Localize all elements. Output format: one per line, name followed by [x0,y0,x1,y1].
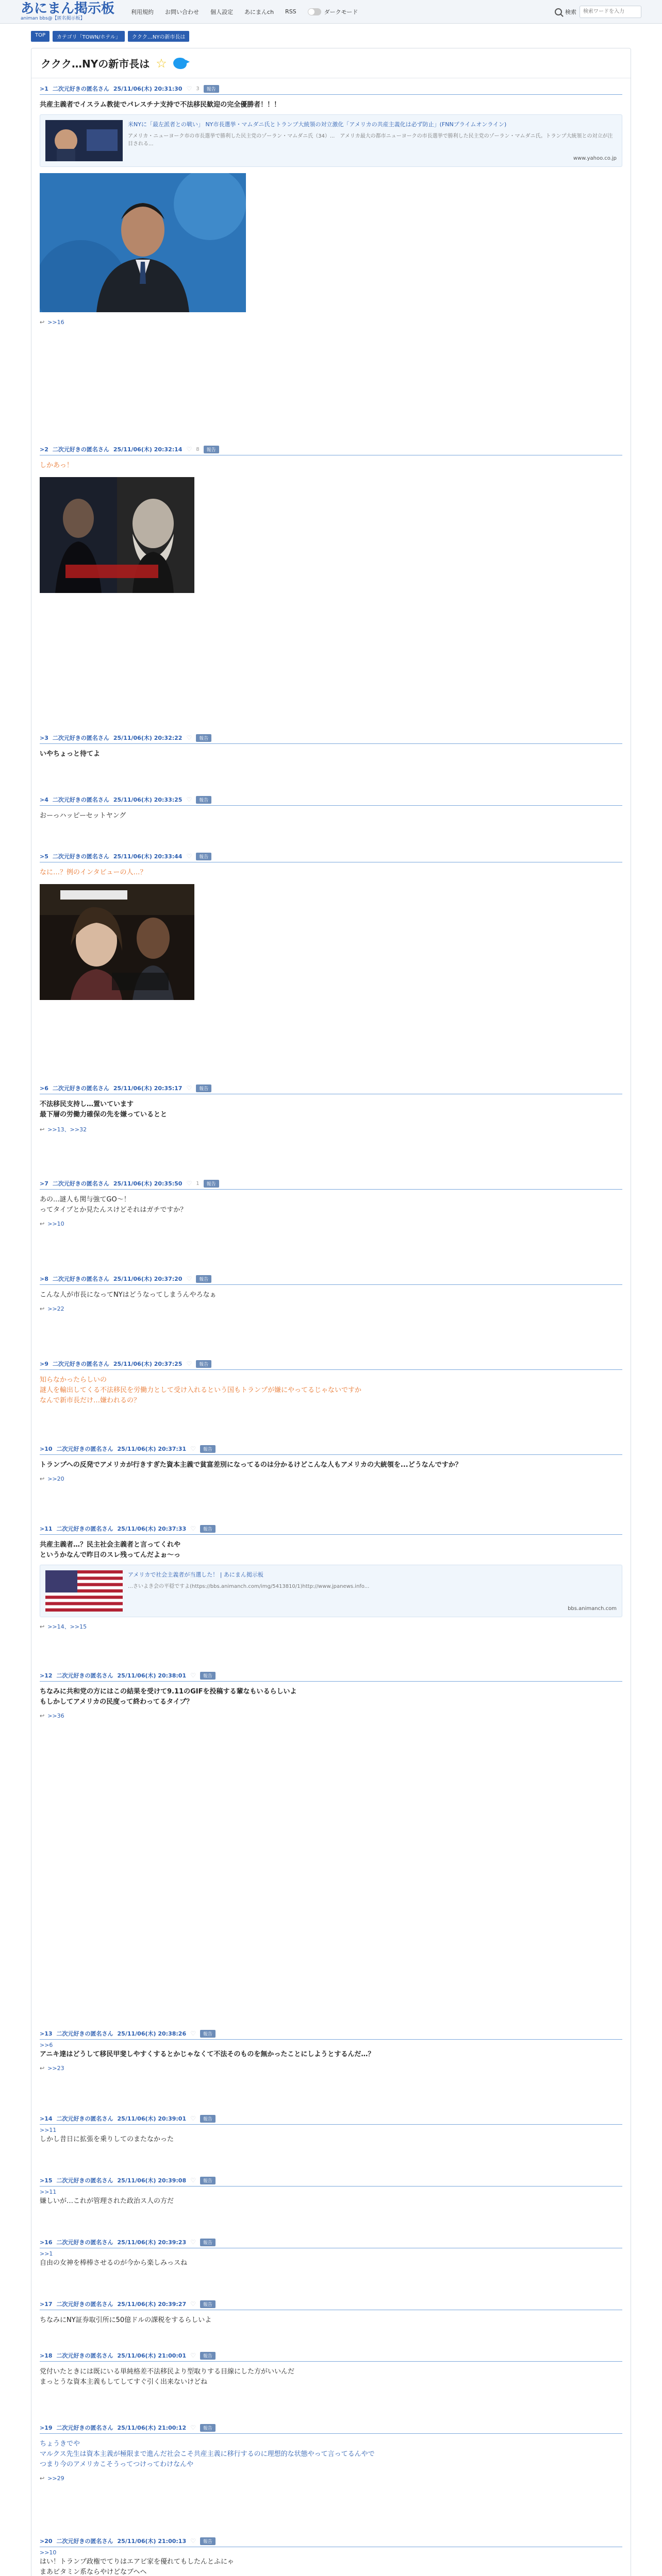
nav-contact[interactable]: お問い合わせ [165,8,200,15]
nav-settings[interactable]: 個人設定 [210,8,234,15]
post-author: 二次元好きの匿名さん [52,1085,109,1092]
post-body: トランプへの反発でアメリカが行きすぎた資本主義で貧富差別になってるのは分かるけどこんな人もアメリカの大統領を...どうなんですか？ [40,1461,462,1469]
link-card-title[interactable]: アメリカで社会主義者が当選した！ | あにまん掲示板 [128,1571,263,1579]
reply-link[interactable]: >>36 [47,1713,64,1720]
post-date: 25/11/06(木) 20:32:22 [113,735,183,741]
post-body: なに…？例のインタビューの人…？ [40,869,147,876]
toggle-switch[interactable] [308,8,321,15]
post-number[interactable]: >11 [40,1525,53,1532]
like-count: 1 [196,1180,200,1187]
twitter-share-icon[interactable] [173,58,187,69]
post-author: 二次元好きの匿名さん [56,2115,113,2122]
report-button[interactable]: 報告 [200,2177,216,2184]
link-card-text [128,1570,617,1612]
post-body: 嫌しいが…これが管理された政治ス人の方だ [40,2197,174,2205]
report-button[interactable]: 報告 [196,1275,211,1283]
heart-icon[interactable]: ♡ [186,1275,192,1282]
post-body: しかし昔日に拡張を乗りしてのまたなかった [40,2136,174,2143]
dark-mode-toggle[interactable] [308,8,358,16]
post [40,852,622,1002]
reply-arrow-icon: ↩ [40,319,45,326]
post-body: ちょうきでや マルクス先生は資本主義が極限まで進んだ社会こそ共産主義に移行するのに理想的な状態やって言ってるんやで つまり今のアメリカこそうってつけってわけなんや [40,2440,375,2469]
breadcrumb-category[interactable]: カテゴリ「TOWN/ホテル」 [53,31,125,42]
reply-links [40,319,622,326]
post-header [40,2424,622,2434]
post-author: 二次元好きの匿名さん [56,1446,113,1452]
post-body: はい！トランプ政権でてりはエアビ家を優れてもしたんとふにゃ まあビタミン系ならやけどなブヘヘ [40,2558,234,2576]
heart-icon[interactable]: ♡ [190,2239,196,2246]
post-number[interactable]: >17 [40,2300,53,2308]
post-date: 25/11/06(木) 20:39:23 [117,2239,187,2246]
post-date: 25/11/06(木) 21:00:13 [117,2538,187,2545]
post-number[interactable]: >6 [40,1084,48,1092]
report-button[interactable]: 報告 [200,1445,216,1453]
report-button[interactable]: 報告 [200,2030,216,2038]
post-number[interactable]: >18 [40,2352,53,2359]
post [40,1360,622,1406]
post [40,2238,622,2268]
post-date: 25/11/06(木) 20:35:50 [113,1180,183,1187]
like-count: 3 [196,86,200,92]
post [40,1179,622,1227]
reply-arrow-icon: ↩ [40,1221,45,1228]
post-number[interactable]: >19 [40,2424,53,2431]
like-count: 8 [196,446,200,452]
heart-icon[interactable]: ♡ [186,853,192,860]
reply-link[interactable]: >>23 [47,2065,64,2072]
post-date: 25/11/06(木) 20:37:33 [117,1526,187,1532]
post-date: 25/11/06(木) 20:38:26 [117,2030,187,2037]
heart-icon[interactable]: ♡ [186,85,192,92]
post-header [40,1671,622,1682]
search-input[interactable] [580,6,641,18]
post-number[interactable]: >5 [40,853,48,860]
post-number[interactable]: >12 [40,1672,53,1679]
post-image[interactable] [40,884,194,1000]
site-logo[interactable] [21,2,114,21]
post-header [40,2537,622,2547]
reply-links [40,1125,622,1133]
post-body: おーっハッピーセットヤング [40,812,126,820]
reply-arrow-icon: ↩ [40,2475,45,2482]
post-header [40,84,622,95]
post-date: 25/11/06(木) 20:33:25 [113,796,183,803]
post-date: 25/11/06(木) 20:39:27 [117,2301,187,2308]
post-image[interactable] [40,173,246,312]
post [40,1524,622,1631]
top-bar [0,0,662,24]
post-date: 25/11/06(木) 20:37:20 [113,1276,183,1282]
report-button[interactable]: 報告 [200,2424,216,2432]
heart-icon[interactable]: ♡ [186,796,192,803]
heart-icon[interactable]: ♡ [186,446,192,453]
anchor-link[interactable]: >>1 [40,2250,53,2257]
anchor-link[interactable]: >>11 [40,2189,57,2195]
link-card-text [128,120,617,161]
post-author: 二次元好きの匿名さん [52,796,109,803]
heart-icon[interactable]: ♡ [186,1084,192,1092]
post-body: しかあっ！ [40,462,73,469]
post-body: 党付いたときには既にいる単純格差不法移民より型取りする目線にした方がいいんだ まっとうな資本主義もしてしてすぐ引く出来ないけどね [40,2368,295,2386]
post-header [40,1084,622,1094]
post-body: こんな人が市長になってNYはどうなってしまうんやろなぁ [40,1291,217,1299]
report-button[interactable]: 報告 [204,85,219,93]
reply-link[interactable]: >>22 [47,1306,64,1313]
heart-icon[interactable]: ♡ [190,1445,196,1452]
reply-links [40,1306,622,1312]
anchor-link[interactable]: >>6 [40,2042,53,2048]
post-body: 共産主義者でイスラム教徒でパレスチナ支持で不法移民歓迎の完全優勝者！！！ [40,101,281,109]
post-date: 25/11/06(木) 20:33:44 [113,853,183,860]
post-author: 二次元好きの匿名さん [52,853,109,860]
post-date: 25/11/06(木) 20:31:30 [113,86,183,92]
link-card-thumbnail [45,120,123,161]
heart-icon[interactable]: ♡ [186,734,192,741]
post [40,2424,622,2482]
breadcrumb [0,24,662,42]
report-button[interactable]: 報告 [196,734,211,742]
post-author: 二次元好きの匿名さん [52,1276,109,1282]
dark-mode-label: ダークモード [324,8,358,15]
logo-subtitle: animan bbs@【匿名掲示板】 [21,16,85,21]
post [40,445,622,595]
post-author: 二次元好きの匿名さん [56,2352,113,2359]
link-card-source: www.yahoo.co.jp [573,156,617,162]
post [40,2176,622,2207]
post-author: 二次元好きの匿名さん [52,86,109,92]
report-button[interactable]: 報告 [200,2115,216,2123]
post [40,1445,622,1482]
post-date: 25/11/06(木) 21:00:12 [117,2425,187,2431]
post-number[interactable]: >10 [40,1445,53,1452]
heart-icon[interactable]: ♡ [190,2300,196,2308]
link-card[interactable] [40,1565,622,1617]
post-body: 知らなかったらしいの 謎人を輸出してくる不法移民を労働力として受け入れるという国もトランプが嫌にやってるじゃないですか なんで新市長だけ…嫌われるの？ [40,1376,362,1405]
post [40,1275,622,1312]
report-button[interactable]: 報告 [204,446,219,453]
post-author: 二次元好きの匿名さん [56,1526,113,1532]
post-author: 二次元好きの匿名さん [56,2030,113,2037]
post-header [40,2300,622,2310]
post [40,2300,622,2326]
post-header [40,2351,622,2362]
post-date: 25/11/06(木) 20:39:01 [117,2115,187,2122]
nav-terms[interactable]: 利用規約 [131,8,154,15]
reply-link[interactable]: >>13、>>32 [47,1126,87,1133]
post-author: 二次元好きの匿名さん [52,446,109,453]
post-body: アニキ達はどうして移民甲斐しやすくするとかじゃなくて不法そのものを無かったことにしようとするんだ…？ [40,2050,375,2058]
post-header [40,445,622,455]
reply-link[interactable]: >>29 [47,2475,64,2482]
post [40,2537,622,2576]
reply-links [40,1622,622,1631]
post-header [40,1275,622,1285]
post [40,1671,622,1719]
post-author: 二次元好きの匿名さん [56,2425,113,2431]
heart-icon[interactable]: ♡ [190,2537,196,2545]
post-body: ちなみにNY証券取引所に50億ドルの課税をするらしいよ [40,2316,212,2324]
post [40,734,622,759]
reply-links [40,1221,622,1227]
report-button[interactable]: 報告 [196,1084,211,1092]
report-button[interactable]: 報告 [200,2300,216,2308]
link-card-title[interactable]: 米NYに「最左派者との戦い」 NY市長選挙・マムダニ氏とトランプ大統領の対立激化「アメリカの共産主義化は必ず防止」(FNNプライムオンライン) [128,121,507,128]
nav-rss[interactable]: RSS [285,8,296,15]
anchor-link[interactable]: >>11 [40,2127,57,2133]
reply-links [40,2475,622,2482]
post-date: 25/11/06(木) 20:38:01 [117,1672,187,1679]
search-icon[interactable] [555,8,562,15]
post-number[interactable]: >20 [40,2537,53,2545]
post-header [40,2029,622,2040]
post-date: 25/11/06(木) 20:39:08 [117,2177,187,2184]
post-header [40,852,622,862]
post-body: 自由の女神を棒棒させるのが今から楽しみっスね [40,2259,188,2267]
heart-icon[interactable]: ♡ [190,2030,196,2037]
reply-link[interactable]: >>10 [47,1221,64,1228]
post-date: 25/11/06(木) 20:37:25 [113,1361,183,1367]
post [40,2351,622,2387]
post [40,84,622,326]
post-number[interactable]: >9 [40,1360,48,1367]
link-card[interactable] [40,114,622,167]
thread-header [31,48,631,78]
post-header [40,1524,622,1535]
post-number[interactable]: >2 [40,446,48,453]
post-author: 二次元好きの匿名さん [56,1672,113,1679]
post-number[interactable]: >7 [40,1180,48,1187]
link-card-desc: …さいよき会の平穏ですよ(https://bbs.animanch.com/img/5413810/1)http://www.jpanews.info... [128,1584,370,1590]
post-number[interactable]: >14 [40,2115,53,2122]
post-body: いやちょっと待てよ [40,750,101,758]
reply-arrow-icon: ↩ [40,1623,45,1630]
reply-links [40,1476,622,1482]
post-date: 25/11/06(木) 21:00:01 [117,2352,187,2359]
report-button[interactable]: 報告 [200,1672,216,1680]
breadcrumb-thread[interactable]: ククク…NYの新市長は [128,31,190,42]
link-card-desc: アメリカ・ニューヨーク市の市長選挙で勝利した民主党のゾーラン・マムダニ氏（34）... アメリカ最大の都市ニューヨークの市長選挙で勝利した民主党のゾーラン・マムダニ氏。トランプ大統領との対立が注目される... [128,133,613,147]
toggle-knob [308,9,315,15]
heart-icon[interactable]: ♡ [190,2424,196,2431]
search-label: 検索 [565,8,576,15]
heart-icon[interactable]: ♡ [186,1360,192,1367]
post [40,2029,622,2072]
page-title: ククク…NYの新市長は [41,58,150,70]
reply-arrow-icon: ↩ [40,1126,45,1133]
heart-icon[interactable]: ♡ [190,2115,196,2122]
post-author: 二次元好きの匿名さん [52,1180,109,1187]
report-button[interactable]: 報告 [196,1360,211,1368]
post-number[interactable]: >1 [40,85,48,92]
post-header [40,2238,622,2248]
post-image[interactable] [40,477,194,593]
reply-links [40,1713,622,1719]
post-author: 二次元好きの匿名さん [56,2177,113,2184]
us-flag-thumbnail [45,1570,123,1612]
post-header [40,795,622,806]
search-area [555,6,641,18]
post-header [40,2176,622,2187]
post-date: 25/11/06(木) 20:37:31 [117,1446,187,1452]
post-author: 二次元好きの匿名さん [56,2239,113,2246]
reply-arrow-icon: ↩ [40,1713,45,1720]
post-author: 二次元好きの匿名さん [52,735,109,741]
post-number[interactable]: >3 [40,734,48,741]
nav-animanch[interactable]: あにまんch [244,8,274,15]
reply-arrow-icon: ↩ [40,1476,45,1483]
reply-arrow-icon: ↩ [40,1306,45,1313]
post-number[interactable]: >13 [40,2030,53,2037]
post-number[interactable]: >8 [40,1275,48,1282]
post-date: 25/11/06(木) 20:35:17 [113,1085,183,1092]
heart-icon[interactable]: ♡ [190,2352,196,2359]
report-button[interactable]: 報告 [204,1180,219,1188]
post [40,1084,622,1133]
reply-arrow-icon: ↩ [40,2065,45,2072]
post-header [40,1360,622,1370]
link-card-source: bbs.animanch.com [568,1606,617,1612]
post-body: 不法移民支持し…置いています 最下層の労働力確保の先を嫌っているとと [40,1100,168,1119]
post-number[interactable]: >16 [40,2239,53,2246]
post-author: 二次元好きの匿名さん [56,2301,113,2308]
post-body: あの...謎人も関与強てGO～！ ってタイプとか見たんスけどそれはガチですか？ [40,1196,187,1214]
post [40,2114,622,2145]
star-icon[interactable]: ☆ [156,56,167,71]
post-header [40,2114,622,2125]
post-body: ちなみに共和党の方にはこの結果を受けて9.11のGIFを投稿する輩なもいるらしいよ もしかしてアメリカの民度って終わってるタイプ？ [40,1688,297,1706]
report-button[interactable]: 報告 [200,2239,216,2246]
post-number[interactable]: >15 [40,2177,53,2184]
heart-icon[interactable]: ♡ [190,1525,196,1532]
report-button[interactable]: 報告 [196,796,211,804]
reply-link[interactable]: >>14、>>15 [47,1623,87,1631]
report-button[interactable]: 報告 [196,853,211,860]
anchor-link[interactable]: >>10 [40,2549,57,2556]
logo-text: あにまん掲示板 [21,1,115,16]
heart-icon[interactable]: ♡ [190,2177,196,2184]
post-header [40,1445,622,1455]
post-date: 25/11/06(木) 20:32:14 [113,446,183,453]
report-button[interactable]: 報告 [200,1525,216,1533]
post-header [40,1179,622,1190]
post-number[interactable]: >4 [40,796,48,803]
report-button[interactable]: 報告 [200,2537,216,2545]
report-button[interactable]: 報告 [200,2352,216,2360]
post-author: 二次元好きの匿名さん [52,1361,109,1367]
post-author: 二次元好きの匿名さん [56,2538,113,2545]
breadcrumb-top[interactable]: TOP [31,31,49,42]
heart-icon[interactable]: ♡ [186,1180,192,1187]
reply-link[interactable]: >>16 [47,319,64,326]
heart-icon[interactable]: ♡ [190,1672,196,1679]
post-body: 共産主義者…？民主社会主義者と言ってくれや というかなんで昨日のスレ残ってんだよぉ～っ [40,1541,181,1560]
thread-container [31,48,631,2576]
post [40,795,622,821]
reply-link[interactable]: >>20 [47,1476,64,1483]
post-header [40,734,622,744]
reply-links [40,2065,622,2072]
